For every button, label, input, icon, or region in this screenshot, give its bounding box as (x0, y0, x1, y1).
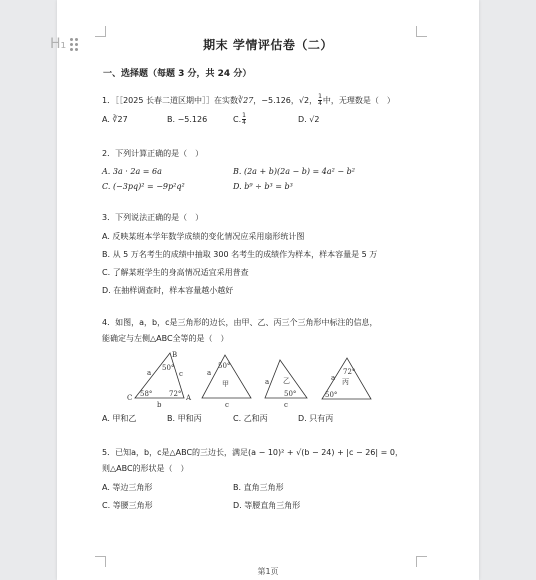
q3-option-c: C. 了解某班学生的身高情况适宜采用普查 (102, 268, 249, 277)
question-4-stem-line2: 能确定与左侧△ABC全等的是（ ） (102, 334, 229, 343)
q2-option-d: D. b⁹ ÷ b³ = b³ (233, 182, 293, 191)
triangle-yi (265, 360, 307, 409)
q1-option-b: B. −5.126 (167, 115, 208, 124)
label-a: a (265, 378, 270, 386)
label-jia: 甲 (222, 380, 229, 388)
label-yi: 乙 (283, 377, 290, 385)
q2-option-c: C. (−3pq)² = −9p²q² (102, 182, 185, 191)
label-b-side: b (157, 401, 162, 409)
fraction: $\frac{1}{4}$ (318, 93, 322, 107)
q3-option-b: B. 从 5 万名考生的成绩中抽取 300 名考生的成绩作为样本，样本容量是 5 万 (102, 250, 378, 259)
question-2-stem: 2．下列计算正确的是（ ） (102, 149, 204, 158)
heading-level-icon: H₁ (50, 36, 67, 52)
angle-50: 50° (284, 390, 297, 398)
angle-50: 50° (162, 364, 175, 372)
q5-option-c: C. 等腰三角形 (102, 501, 153, 510)
label-c-side: c (179, 370, 183, 378)
fraction: $\frac{1}{4}$ (242, 112, 246, 126)
triangle-abc (127, 351, 192, 409)
label-bing: 丙 (342, 378, 349, 386)
q2-option-a: A. 3a · 2a = 6a (102, 167, 162, 176)
q1-option-c: C. $\frac{1}{4}$ (233, 112, 246, 126)
q3-option-d: D. 在抽样调查时，样本容量越小越好 (102, 286, 234, 295)
label-c: c (284, 401, 288, 409)
q1-option-a: A. ∛27 (102, 115, 128, 124)
question-1-stem: 1．［［2025 长春二道区期中］］在实数∛27，−5.126，√2， $\frac{1}{4}$ 中，无理数是（ ） (102, 93, 395, 107)
question-5-stem-line2: 则△ABC的形状是（ ） (102, 464, 189, 473)
label-a-vertex: A (186, 394, 192, 402)
q1-option-d: D. √2 (298, 115, 320, 124)
angle-72: 72° (343, 368, 356, 376)
label-a: a (207, 369, 212, 377)
angle-58: 58° (140, 390, 153, 398)
label-c-vertex: C (127, 394, 133, 402)
page-title: 期末 学情评估卷（二） (203, 38, 333, 52)
document-page (50, 0, 479, 580)
q4-triangles-figure (127, 350, 427, 410)
question-3-stem: 3．下列说法正确的是（ ） (102, 213, 204, 222)
q4-option-a: A. 甲和乙 (102, 414, 137, 423)
q5-option-a: A. 等边三角形 (102, 483, 153, 492)
label-a-side: a (147, 369, 152, 377)
section-heading: 一、选择题（每题 3 分，共 24 分） (103, 69, 252, 79)
label-c: c (225, 401, 229, 409)
q5-option-b: B. 直角三角形 (233, 483, 284, 492)
q4-option-c: C. 乙和丙 (233, 414, 268, 423)
q4-option-b: B. 甲和丙 (167, 414, 202, 423)
question-4-stem-line1: 4．如图，a，b，c是三角形的边长，由甲、乙、丙三个三角形中标注的信息， (102, 318, 378, 327)
angle-50: 50° (325, 391, 338, 399)
label-b-vertex: B (172, 351, 178, 359)
q5-option-d: D. 等腰直角三角形 (233, 501, 301, 510)
angle-72: 72° (169, 390, 182, 398)
triangle-bing (322, 358, 371, 399)
q4-option-d: D. 只有丙 (298, 414, 334, 423)
q3-option-a: A. 反映某班本学年数学成绩的变化情况应采用扇形统计图 (102, 232, 305, 241)
question-5-stem-line1: 5．已知a，b，c是△ABC的三边长，满足(a − 10)² + √(b − 24) + |c − 26| = 0， (102, 448, 403, 457)
page-number: 第1页 (257, 567, 279, 576)
label-a: a (331, 374, 336, 382)
triangle-jia (202, 355, 251, 409)
angle-50: 50° (218, 362, 231, 370)
q2-option-b: B. (2a + b)(2a − b) = 4a² − b² (233, 167, 355, 176)
